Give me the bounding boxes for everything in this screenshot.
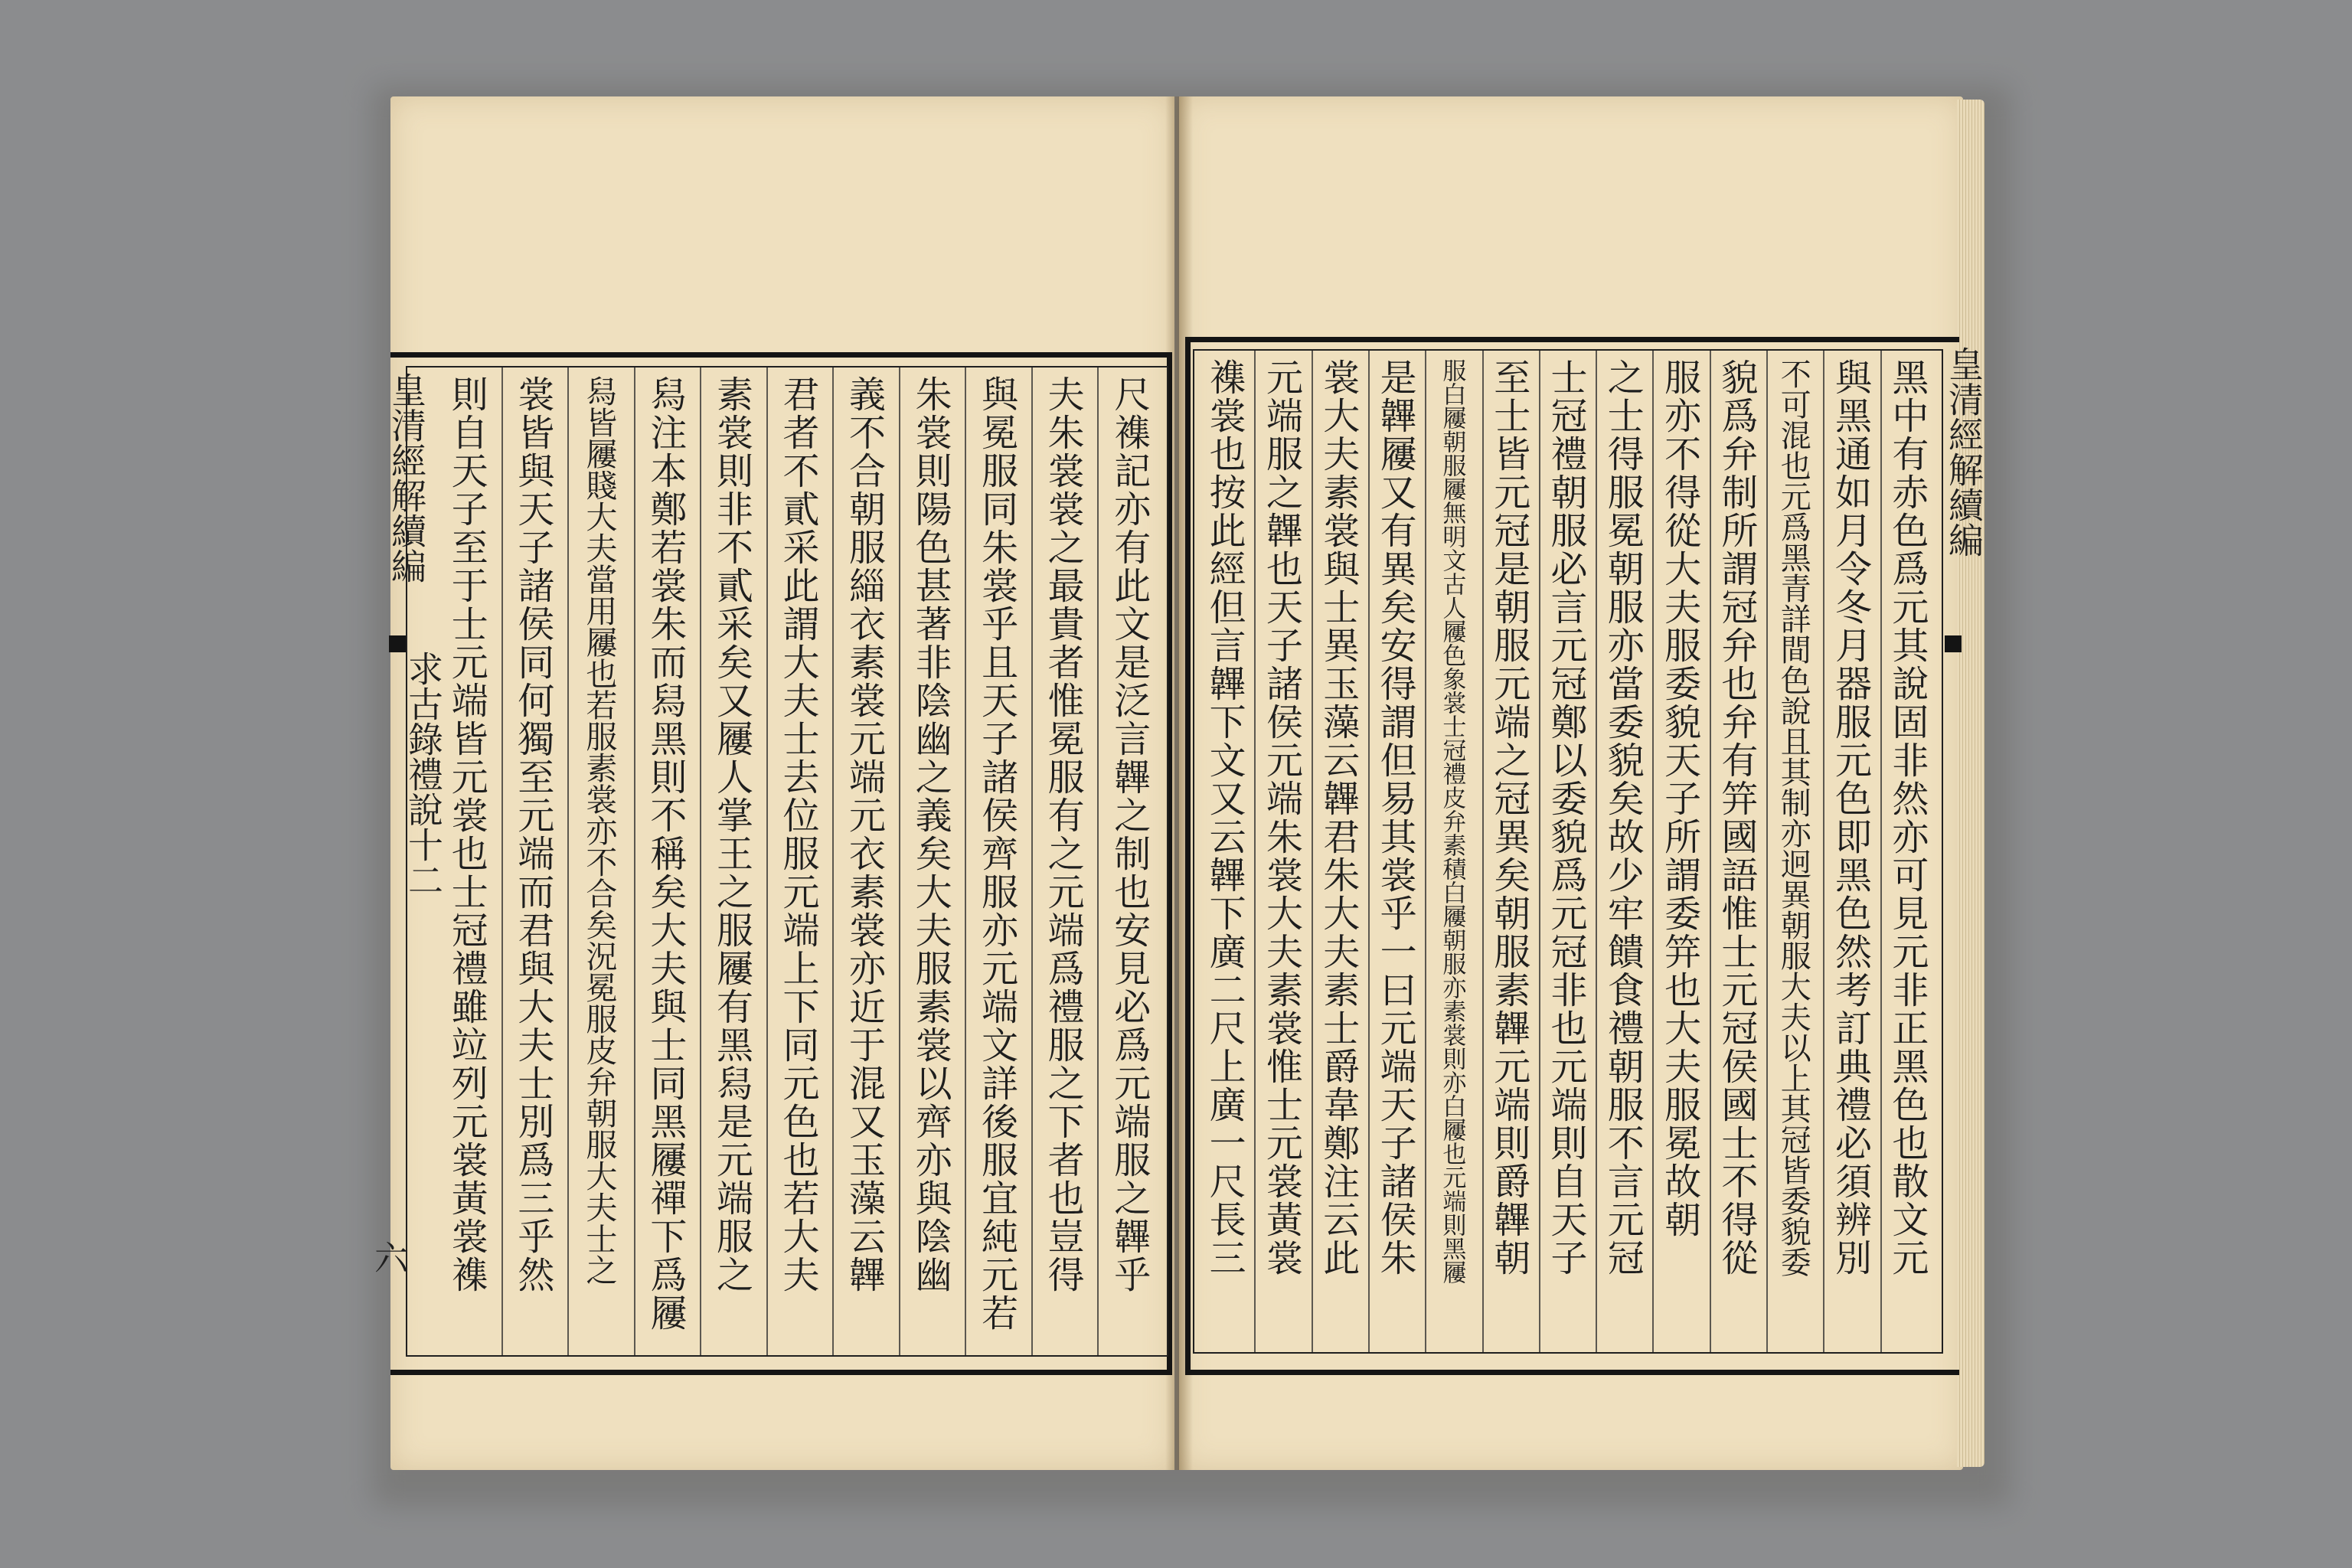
column-rule — [501, 368, 503, 1355]
column-rule — [567, 368, 569, 1355]
text-column: 至士皆元冠是朝服元端之冠異矣朝服素韠元端則爵韠朝 — [1487, 358, 1530, 1277]
text-column: 義不合朝服緇衣素裳元端元衣素裳亦近于混又玉藻云韠 — [842, 375, 886, 1294]
text-column: 不可混也元爲黑青詳間色說且其制亦迥異朝服大夫以上其冠皆委貌委 — [1775, 358, 1811, 1277]
fish-tail-mark-right — [1945, 635, 1962, 652]
column-rule — [1031, 368, 1033, 1355]
text-column: 素裳則非不貳采矣又屨人掌王之服屨有黑舄是元端服之 — [710, 375, 753, 1294]
text-column: 舄注本鄭若裳朱而舄黑則不稱矣大夫與士同黑屨禪下爲屨 — [643, 375, 687, 1332]
text-column: 則自天子至于士元端皆元裳也士冠禮雖竝列元裳黃裳襍 — [445, 375, 488, 1294]
text-column: 舄皆屨賤大夫當用屨也若服素裳亦不合矣況冕服皮弁朝服大夫士之 — [580, 375, 618, 1285]
text-column: 君者不貳采此謂大夫士去位服元端上下同元色也若大夫 — [776, 375, 819, 1294]
left-margin-section: 求古錄禮說十二 — [403, 651, 444, 897]
column-rule — [1097, 368, 1099, 1355]
column-rule — [766, 368, 768, 1355]
text-column: 是韠屨又有異矣安得謂但易其裳乎一曰元端天子諸侯朱 — [1374, 358, 1417, 1277]
left-margin-folio: 六 — [368, 1240, 407, 1274]
text-column: 士冠禮朝服必言元冠鄭以委貌爲元冠非也元端則自天子 — [1544, 358, 1587, 1277]
text-column: 裳大夫素裳與士異玉藻云韠君朱大夫素士爵韋鄭注云此 — [1316, 358, 1360, 1277]
text-column: 朱裳則陽色甚著非陰幽之義矣大夫服素裳以齊亦與陰幽 — [909, 375, 952, 1294]
column-rule — [832, 368, 834, 1355]
text-column: 裳皆與天子諸侯同何獨至元端而君與大夫士別爲三乎然 — [511, 375, 554, 1294]
text-column: 與黑通如月令冬月器服元色即黑色然考訂典禮必須辨別 — [1828, 358, 1872, 1277]
right-margin-title: 皇清經解續編 — [1943, 346, 1984, 557]
page-edges — [1957, 100, 1984, 1467]
fish-tail-mark — [389, 635, 406, 652]
text-column: 襍裳也按此經但言韠下文又云韠下廣二尺上廣一尺長三 — [1203, 358, 1246, 1277]
text-column: 夫朱裳裳之最貴者惟冕服有之元端爲禮服之下者也豈得 — [1041, 375, 1085, 1294]
text-column: 元端服之韠也天子諸侯元端朱裳大夫素裳惟士元裳黃裳 — [1259, 358, 1303, 1277]
text-column: 服亦不得從大夫服委貌天子所謂委笄也大夫服冕故朝 — [1658, 358, 1701, 1239]
column-rule — [965, 368, 966, 1355]
column-rule — [634, 368, 635, 1355]
column-rule — [700, 368, 701, 1355]
text-column: 服白屨朝服屨無明文古人屨色象裳士冠禮皮弁素積白屨朝服亦素裳則亦白屨也元端則黑屨 — [1438, 358, 1466, 1284]
text-column: 之士得服冕朝服亦當委貌矣故少牢饋食禮朝服不言元冠 — [1601, 358, 1645, 1277]
text-column: 與冕服同朱裳乎且天子諸侯齊服亦元端文詳後服宜純元若 — [975, 375, 1018, 1332]
text-column: 貌爲弁制所謂冠弁也弁有笄國語惟士元冠侯國士不得從 — [1714, 358, 1758, 1277]
text-column: 尺襍記亦有此文是泛言韠之制也安見必爲元端服之韠乎 — [1107, 375, 1151, 1294]
left-margin-title: 皇清經解續編 — [386, 372, 427, 583]
text-column: 黑中有赤色爲元其說固非然亦可見元非正黑色也散文元 — [1885, 358, 1929, 1277]
column-rule — [899, 368, 900, 1355]
